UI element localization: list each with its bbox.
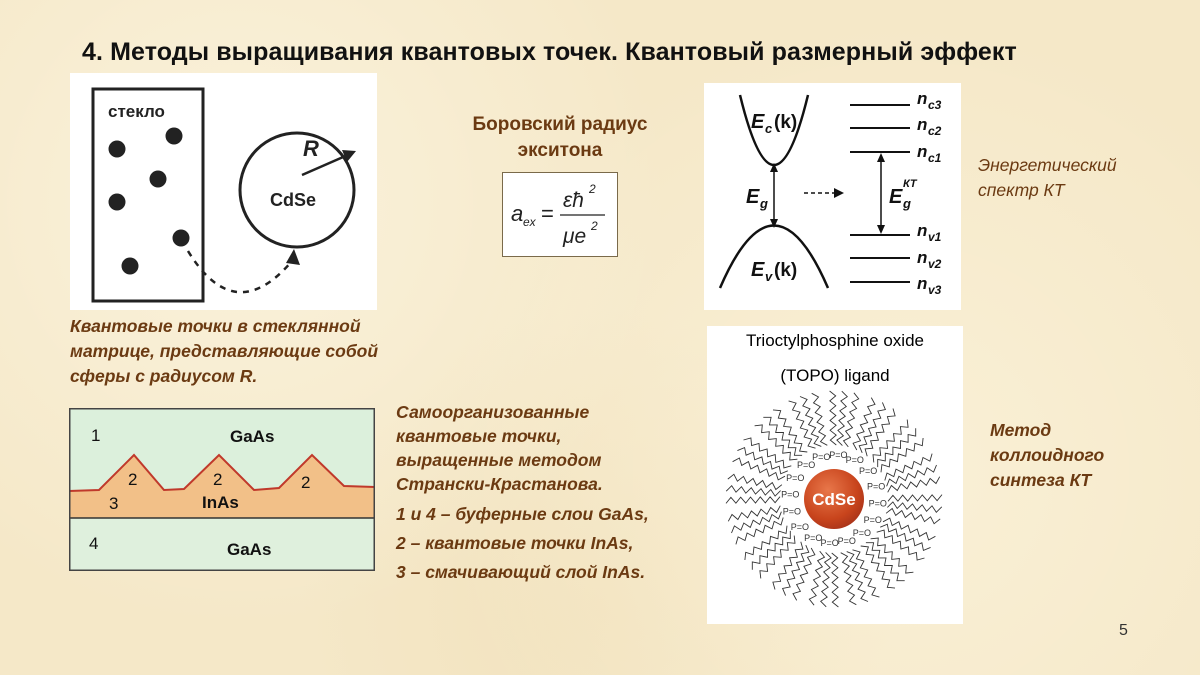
glass-caption: [70, 314, 440, 389]
dashed-arrow-head: [286, 249, 300, 265]
sk-legend: [396, 500, 706, 587]
po-group-label: P=O: [782, 506, 802, 517]
po-group-label: P=O: [820, 537, 839, 548]
ec-label: E: [751, 111, 765, 133]
caption-line: Квантовые точки в стеклянной: [70, 316, 361, 336]
sk-dot-number: 2: [128, 470, 138, 489]
sk-layer4-number: 4: [89, 534, 99, 553]
bohr-radius-title: [440, 112, 680, 164]
legend-line: 1 и 4 – буферные слои GaAs,: [396, 504, 649, 524]
alkyl-chain: [736, 518, 783, 545]
quantum-dot: [109, 141, 126, 158]
alkyl-chain: [793, 548, 815, 600]
core-label: CdSe: [812, 490, 856, 509]
ev-label: E: [751, 259, 765, 281]
caption-line: Странски-Крастанова.: [396, 474, 603, 494]
formula-lhs-sub: ex: [523, 215, 536, 229]
caption-line: коллоидного: [990, 445, 1105, 465]
alkyl-chain: [733, 458, 785, 480]
caption-line: Самоорганизованные: [396, 402, 590, 422]
nv3-sub: v3: [928, 283, 942, 297]
nv1-label: n: [917, 221, 928, 240]
formula-numerator: εħ: [563, 189, 584, 212]
formula-denominator: μe: [563, 225, 587, 248]
sk-caption: [396, 400, 706, 496]
nc3-label: n: [917, 89, 928, 108]
formula-equals: =: [541, 201, 554, 226]
nv2-label: n: [917, 248, 928, 267]
sk-dot-number: 2: [301, 473, 311, 492]
alkyl-chain: [789, 401, 816, 448]
alkyl-chain: [809, 551, 824, 605]
nv3-label: n: [917, 274, 928, 293]
alkyl-chain: [887, 502, 941, 512]
bohr-title-line: Боровский радиус: [472, 114, 648, 135]
alkyl-chain: [841, 553, 857, 605]
quantum-dot: [173, 230, 190, 247]
po-group-label: P=O: [812, 451, 831, 462]
sk-diagram: [69, 408, 375, 571]
po-group-label: P=O: [790, 521, 810, 532]
energy-spectrum-caption: [978, 153, 1178, 203]
caption-line: сферы с радиусом R.: [70, 366, 258, 386]
nv1-sub: v1: [928, 230, 942, 244]
caption-line: Энергетический: [978, 155, 1117, 175]
sk-layer3-number: 3: [109, 494, 119, 513]
legend-line: 2 – квантовые точки InAs,: [396, 533, 634, 553]
caption-line: синтеза КТ: [990, 470, 1092, 490]
formula-numerator-sup: 2: [589, 182, 596, 196]
page-number: 5: [1119, 622, 1128, 639]
po-group-label: P=O: [796, 459, 816, 470]
energy-spectrum-diagram: [704, 83, 961, 310]
bohr-formula-box: [502, 172, 618, 257]
po-group-label: P=O: [786, 473, 805, 484]
nc3-sub: c3: [928, 98, 942, 112]
alkyl-chain: [728, 506, 780, 522]
egkt-arrow-head-up: [877, 153, 885, 162]
glass-matrix-figure: [70, 73, 377, 310]
po-group-label: P=O: [845, 455, 864, 466]
sk-layer4-label: GaAs: [227, 540, 272, 559]
bohr-formula: [503, 173, 617, 256]
sk-layer1-number: 1: [91, 426, 101, 445]
radius-label: R: [303, 136, 319, 161]
egkt-sup: КТ: [903, 178, 917, 190]
nc1-label: n: [917, 142, 928, 161]
eg-label: E: [746, 186, 760, 208]
sphere-material-label: CdSe: [270, 190, 317, 210]
ec-arg: (k): [774, 112, 798, 133]
stranski-krastanov-figure: [69, 408, 375, 571]
alkyl-chain: [888, 477, 940, 493]
alkyl-chain: [888, 495, 942, 502]
colloid-caption: [990, 418, 1180, 493]
alkyl-chain: [837, 391, 847, 445]
sk-bottom-layer: [69, 518, 375, 571]
alkyl-chain: [844, 393, 859, 447]
ev-arg: (k): [774, 260, 798, 281]
caption-line: спектр КТ: [978, 180, 1065, 200]
alkyl-chain: [853, 398, 875, 450]
eg-sub: g: [760, 196, 768, 211]
po-group-label: P=O: [863, 514, 882, 525]
topo-diagram: [707, 326, 963, 624]
quantum-dot: [166, 128, 183, 145]
caption-line: матрице, представляющие собой: [70, 341, 379, 361]
slide-title: 4. Методы выращивания квантовых точек. Квантовый размерный эффект: [82, 38, 1017, 66]
nc1-sub: c1: [928, 151, 942, 165]
caption-line: квантовые точки,: [396, 426, 562, 446]
caption-line: выращенные методом: [396, 450, 602, 470]
colloid-figure: [707, 326, 963, 624]
ec-sub: c: [765, 121, 773, 136]
alkyl-chain: [726, 497, 780, 504]
formula-denominator-sup: 2: [591, 219, 598, 233]
alkyl-chain: [832, 553, 839, 607]
sk-dot-number: 2: [213, 470, 223, 489]
bohr-title-line: экситона: [517, 140, 603, 161]
alkyl-chain: [812, 393, 828, 445]
po-group-label: P=O: [858, 466, 878, 477]
sk-layer1-label: GaAs: [230, 427, 275, 446]
quantum-dot: [122, 258, 139, 275]
po-group-label: P=O: [868, 498, 887, 509]
alkyl-chain: [886, 509, 940, 524]
po-group-label: P=O: [852, 528, 872, 539]
alkyl-chain: [821, 552, 831, 606]
alkyl-chain: [726, 486, 780, 496]
caption-line: Метод: [990, 420, 1052, 440]
energy-spectrum-figure: [704, 83, 961, 310]
alkyl-chain: [885, 454, 932, 481]
legend-line: 3 – смачивающий слой InAs.: [396, 562, 646, 582]
egkt-sub: g: [903, 196, 911, 211]
nc2-sub: c2: [928, 124, 942, 138]
egkt-arrow-head-down: [877, 225, 885, 234]
egkt-label: E: [889, 186, 903, 208]
glass-label: стекло: [108, 102, 165, 121]
alkyl-chain: [853, 550, 880, 597]
glass-matrix-diagram: [70, 73, 377, 310]
po-group-label: P=O: [837, 536, 856, 547]
sk-layer3-label: InAs: [202, 493, 239, 512]
dashed-transition-arrow-head: [834, 188, 844, 198]
po-group-label: P=O: [804, 532, 823, 543]
alkyl-chain: [883, 518, 935, 540]
formula-lhs: a: [511, 201, 524, 226]
alkyl-chain: [728, 474, 782, 489]
ev-sub: v: [765, 269, 773, 284]
alkyl-chain: [830, 391, 837, 445]
po-group-label: P=O: [866, 481, 886, 492]
po-group-label: P=O: [829, 450, 848, 461]
quantum-dot: [109, 194, 126, 211]
quantum-dot: [150, 171, 167, 188]
nc2-label: n: [917, 115, 928, 134]
po-group-label: P=O: [781, 489, 800, 500]
ligand-name-line2: (TOPO) ligand: [780, 366, 890, 385]
nv2-sub: v2: [928, 257, 942, 271]
ligand-name-line1: Trioctylphosphine oxide: [746, 331, 924, 350]
